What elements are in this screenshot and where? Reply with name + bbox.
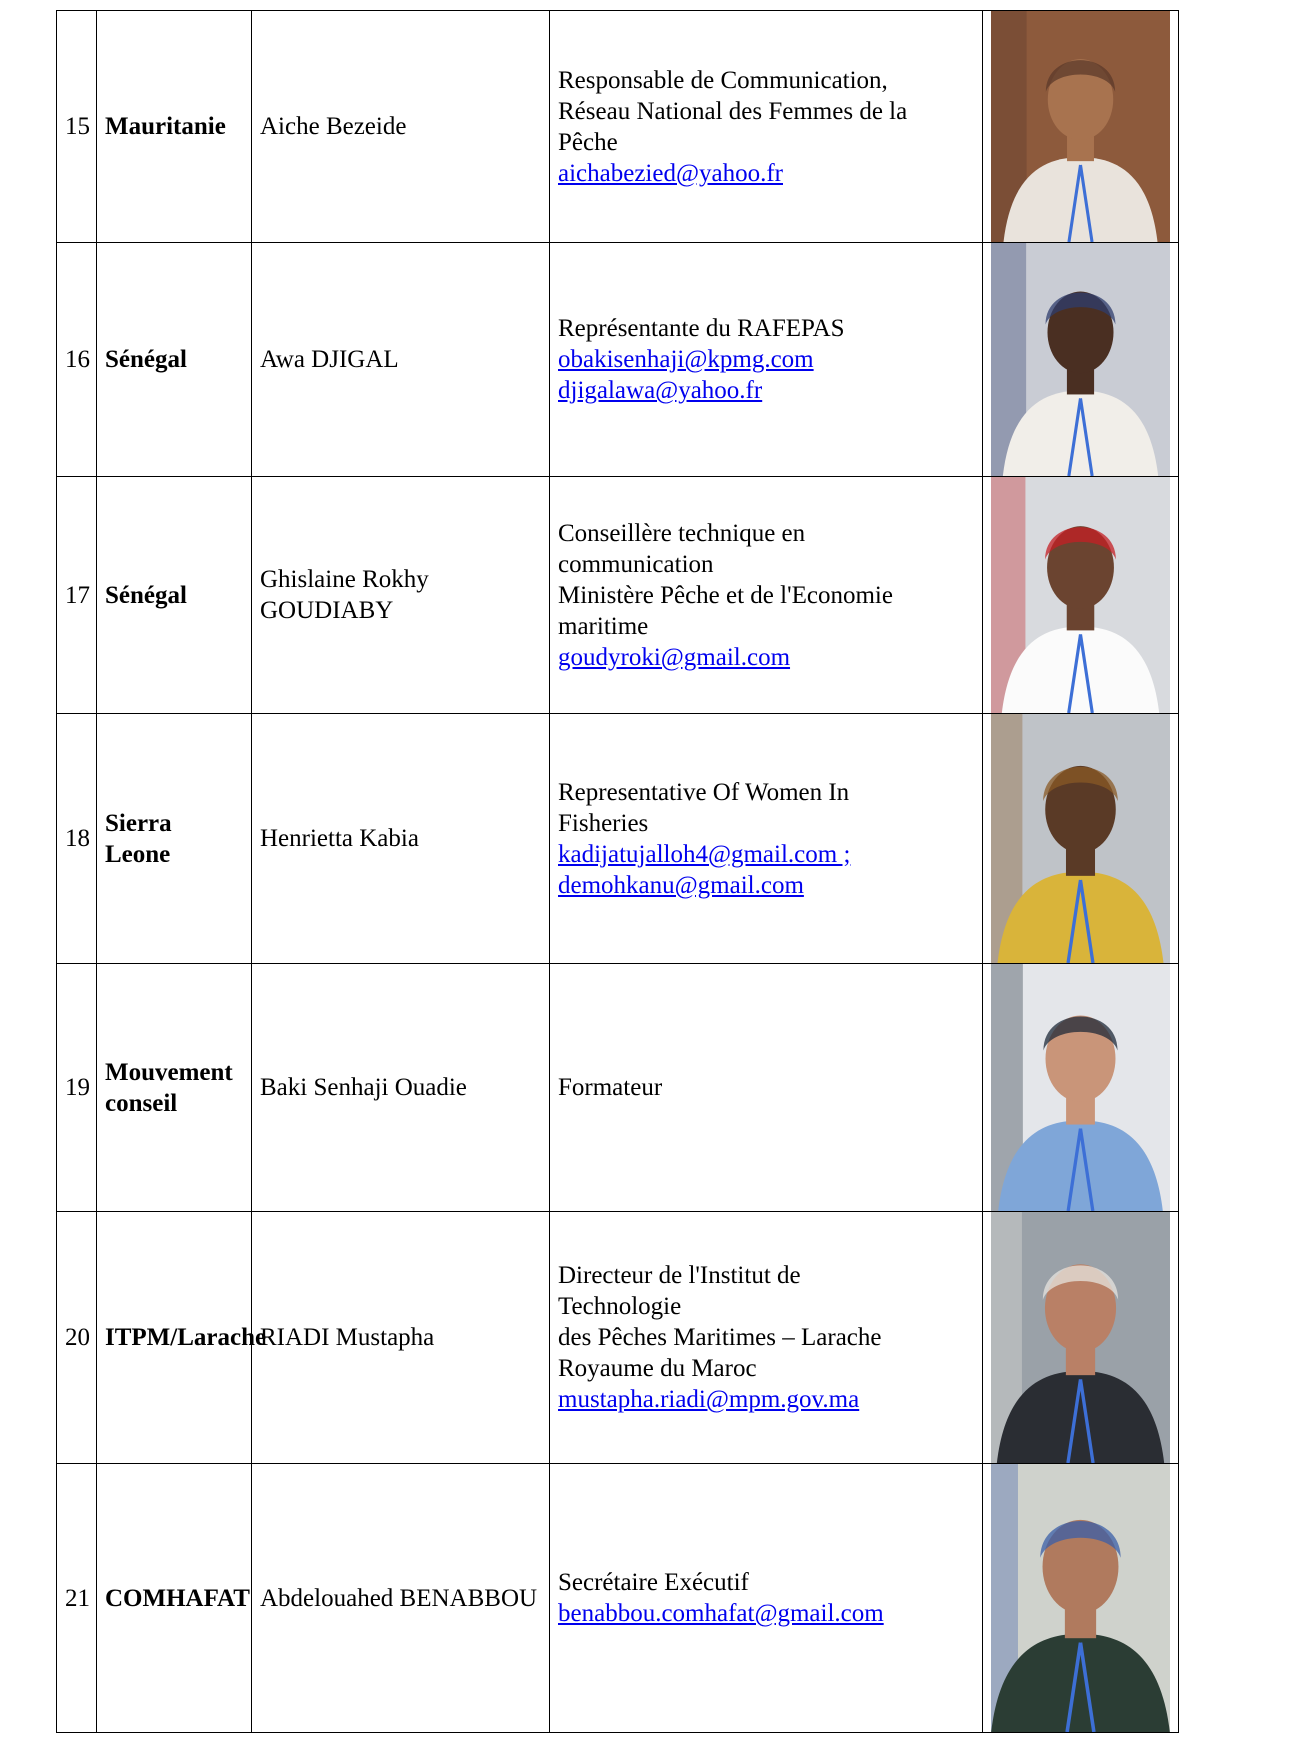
participant-photo-image [991,714,1170,963]
email-link[interactable]: benabbou.comhafat@gmail.com [558,1600,884,1627]
function-contact-cell [550,964,983,1212]
email-link[interactable]: demohkanu@gmail.com [558,871,804,899]
email-link[interactable]: goudyroki@gmail.com [558,643,791,671]
row-number-cell: 20 [57,1212,97,1464]
participant-photo-image [991,243,1170,476]
participant-row [57,964,1179,1212]
function-text-line: Technologie [558,1293,682,1320]
function-text-line: Royaume du Maroc [558,1355,757,1382]
participant-photo-cell [983,243,1179,477]
function-text-line: Directeur de l'Institut de [558,1262,801,1289]
function-text-line: Formateur [558,1074,663,1101]
function-text-line: Representative Of Women In [558,778,850,806]
email-link[interactable]: aichabezied@yahoo.fr [558,159,783,187]
function-contact-cell [550,1464,983,1733]
function-contact-cell [550,11,983,243]
country-cell: Mauritanie [97,11,252,243]
participant-row [57,243,1179,477]
participants-table-body [57,11,1179,1733]
participant-photo [991,714,1170,963]
function-text-line: maritime [558,612,649,640]
participant-photo-image [991,1212,1170,1463]
country-cell: Sierra Leone [97,714,252,964]
country-cell: Mouvement conseil [97,964,252,1212]
country-cell: Sénégal [97,477,252,714]
function-contact-cell [550,477,983,714]
participant-row [57,11,1179,243]
function-text-line: Réseau National des Femmes de la [558,97,908,125]
participant-row [57,1464,1179,1733]
row-number-cell: 17 [57,477,97,714]
row-number-cell: 19 [57,964,97,1212]
participant-photo [991,964,1170,1211]
function-text-line: Conseillère technique en [558,519,806,547]
email-link[interactable]: kadijatujalloh4@gmail.com ; [558,840,851,868]
function-text-line: Secrétaire Exécutif [558,1569,749,1596]
participant-row [57,1212,1179,1464]
participant-photo-cell [983,1212,1179,1464]
function-text-line: Représentante du RAFEPAS [558,315,845,342]
participant-photo-cell [983,714,1179,964]
function-text-line: des Pêches Maritimes – Larache [558,1324,882,1351]
participant-photo-cell [983,964,1179,1212]
participant-name-cell: Baki Senhaji Ouadie [252,964,550,1212]
country-cell: ITPM/Larache [97,1212,252,1464]
function-contact-cell [550,1212,983,1464]
participants-table [56,10,1179,1733]
participant-photo-cell [983,1464,1179,1733]
participant-photo [991,1464,1170,1732]
email-link[interactable]: obakisenhaji@kpmg.com [558,346,814,373]
row-number-cell: 18 [57,714,97,964]
country-cell: Sénégal [97,243,252,477]
function-text-line: communication [558,550,714,578]
participant-photo-image [991,477,1170,713]
participant-photo-image [991,964,1170,1211]
participant-row [57,714,1179,964]
participant-name-cell: Henrietta Kabia [252,714,550,964]
participant-photo-image [991,11,1170,242]
row-number-cell: 21 [57,1464,97,1733]
function-contact-cell [550,243,983,477]
participant-name-cell: Aiche Bezeide [252,11,550,243]
participant-photo-image [991,1464,1170,1732]
participant-photo [991,477,1170,713]
participant-photo [991,11,1170,242]
function-contact-cell [550,714,983,964]
email-link[interactable]: djigalawa@yahoo.fr [558,377,763,404]
function-text-line: Pêche [558,128,618,156]
function-text-line: Ministère Pêche et de l'Economie [558,581,893,609]
participant-name-cell: Awa DJIGAL [252,243,550,477]
participant-photo-cell [983,477,1179,714]
participant-name-cell: Abdelouahed BENABBOU [252,1464,550,1733]
participant-name-cell: RIADI Mustapha [252,1212,550,1464]
country-cell: COMHAFAT [97,1464,252,1733]
function-text-line: Fisheries [558,809,649,837]
row-number-cell: 16 [57,243,97,477]
participant-photo [991,1212,1170,1463]
function-text-line: Responsable de Communication, [558,66,888,94]
participant-name-cell: Ghislaine Rokhy GOUDIABY [252,477,550,714]
participant-row [57,477,1179,714]
row-number-cell: 15 [57,11,97,243]
participant-photo-cell [983,11,1179,243]
participant-photo [991,243,1170,476]
email-link[interactable]: mustapha.riadi@mpm.gov.ma [558,1386,860,1413]
